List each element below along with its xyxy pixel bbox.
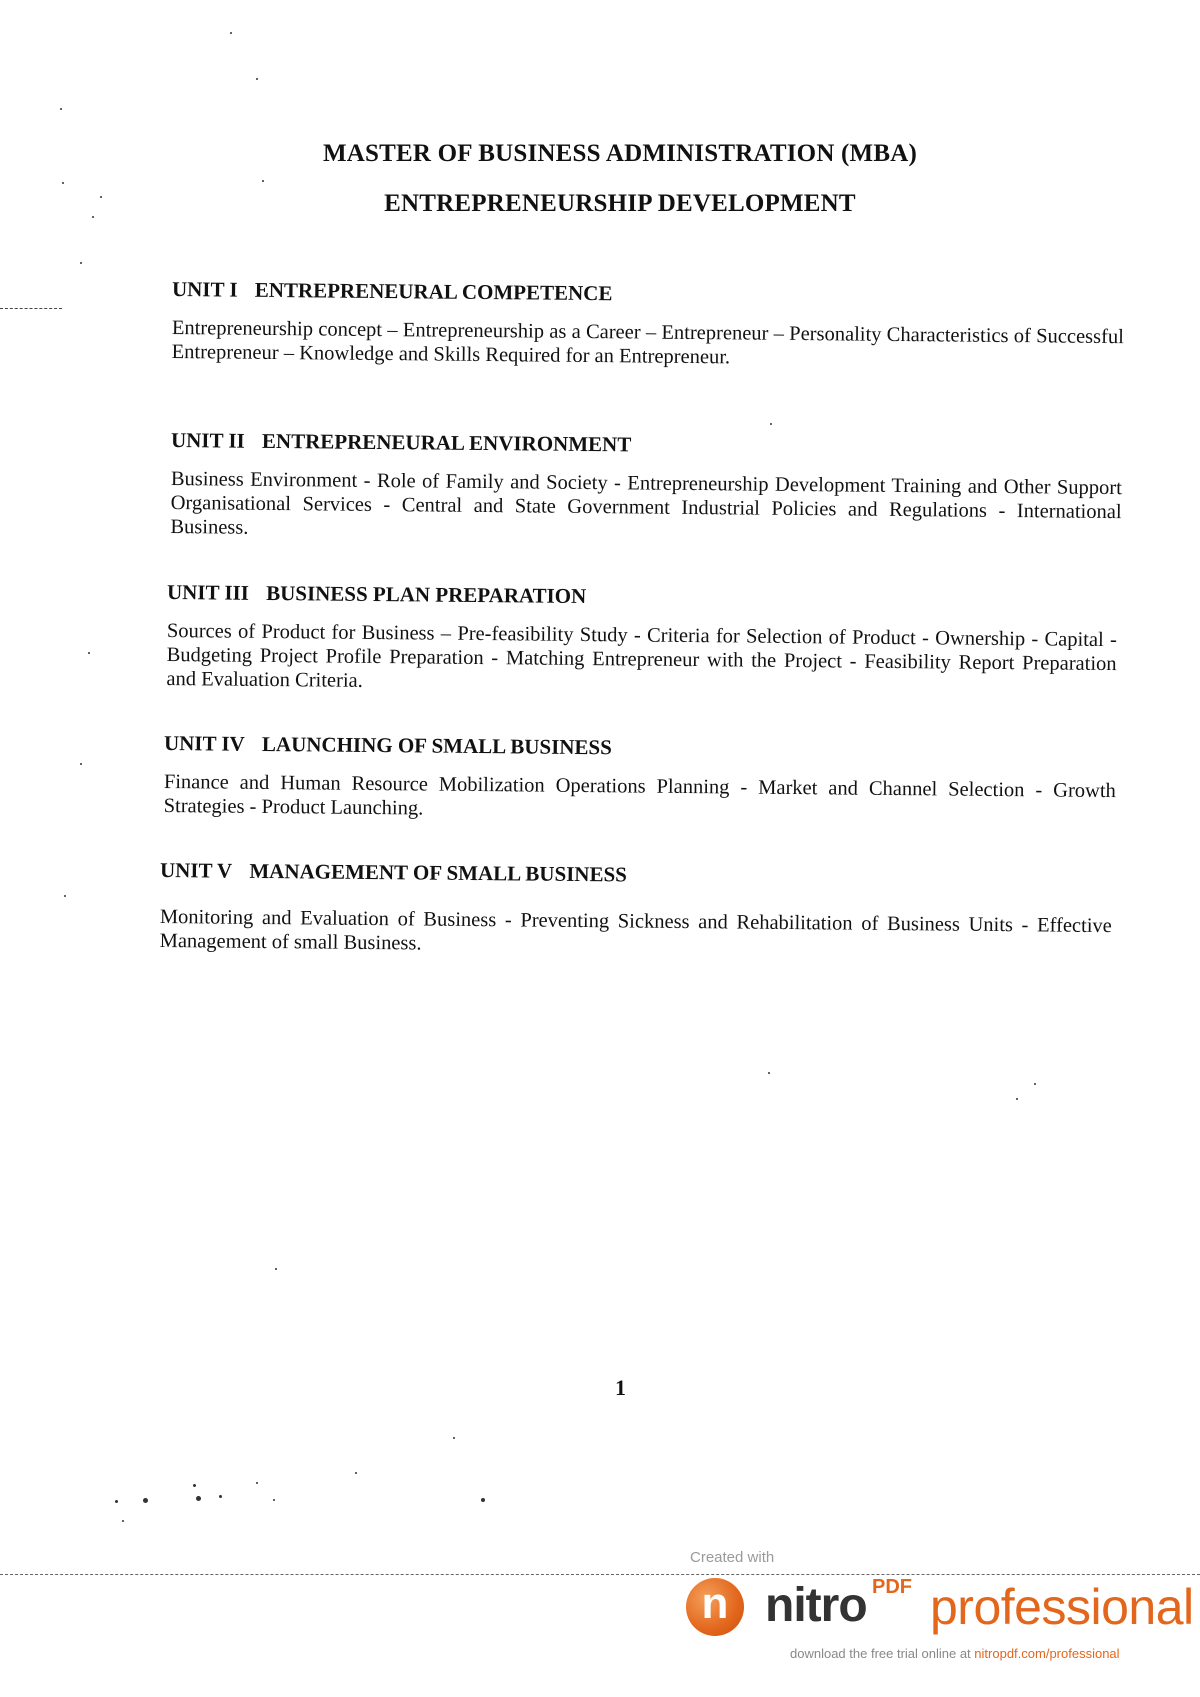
page-number: 1 bbox=[615, 1375, 626, 1400]
unit-section bbox=[171, 428, 1122, 539]
unit-body: Entrepreneurship concept – Entrepreneurship as a Career – Entrepreneur – Personality Characteristics of Successful Entrepreneur – Knowledge and Skills Required for an Entrepreneur. bbox=[171, 316, 1124, 369]
download-link[interactable]: nitropdf.com/professional bbox=[974, 1646, 1120, 1661]
unit-heading bbox=[164, 731, 1116, 765]
scan-speck bbox=[453, 1437, 455, 1439]
unit-heading bbox=[171, 428, 1122, 462]
unit-title: LAUNCHING OF SMALL BUSINESS bbox=[261, 731, 612, 760]
unit-heading bbox=[172, 277, 1124, 311]
scan-speck bbox=[115, 1500, 118, 1503]
scan-speck bbox=[770, 423, 772, 425]
scan-speck bbox=[219, 1495, 222, 1498]
unit-body: Sources of Product for Business – Pre-feasibility Study - Criteria for Selection of Product - Ownership - Capital - Budgeting Project Profile Preparation - Matching Entrepreneur with the Project - Feasibility Report Preparation and Evaluation Criteria. bbox=[166, 619, 1117, 692]
scan-speck bbox=[196, 1496, 201, 1501]
unit-section bbox=[160, 858, 1112, 953]
nitro-logo-icon bbox=[686, 1578, 744, 1636]
unit-title: MANAGEMENT OF SMALL BUSINESS bbox=[249, 858, 628, 887]
unit-section bbox=[171, 277, 1124, 369]
brand-suffix: professional bbox=[930, 1579, 1194, 1635]
unit-title: BUSINESS PLAN PREPARATION bbox=[266, 580, 587, 609]
unit-number: UNIT II bbox=[170, 428, 245, 453]
scan-speck bbox=[273, 1499, 275, 1501]
unit-number: UNIT III bbox=[166, 580, 250, 605]
unit-number: UNIT I bbox=[171, 277, 238, 302]
scan-speck bbox=[92, 216, 94, 218]
nitro-watermark-footer bbox=[0, 1540, 1200, 1697]
scan-speck bbox=[88, 652, 90, 654]
unit-number: UNIT V bbox=[159, 858, 233, 883]
scan-speck bbox=[768, 1072, 770, 1074]
scan-speck bbox=[230, 32, 232, 34]
brand-name: nitro bbox=[765, 1579, 867, 1632]
unit-heading bbox=[167, 580, 1117, 614]
scan-speck bbox=[122, 1520, 124, 1522]
scan-speck bbox=[193, 1484, 196, 1487]
scan-speck bbox=[64, 895, 66, 897]
unit-number: UNIT IV bbox=[163, 731, 245, 756]
scan-speck bbox=[1034, 1083, 1036, 1085]
scan-speck bbox=[60, 108, 62, 110]
unit-title: ENTREPRENEURAL ENVIRONMENT bbox=[261, 428, 632, 457]
unit-body: Monitoring and Evaluation of Business - Preventing Sickness and Rehabilitation of Business Units - Effective Management of small Business. bbox=[159, 905, 1112, 955]
scan-speck bbox=[262, 180, 264, 182]
scan-speck bbox=[62, 182, 64, 184]
brand-superscript: PDF bbox=[872, 1576, 912, 1598]
nitro-logo-letter: n bbox=[701, 1579, 729, 1628]
scan-speck bbox=[80, 262, 82, 264]
scan-artifact-line bbox=[0, 308, 62, 309]
created-with-label: Created with bbox=[690, 1549, 775, 1566]
unit-section bbox=[167, 580, 1117, 691]
scan-speck bbox=[256, 1482, 258, 1484]
scan-speck bbox=[481, 1498, 485, 1502]
scan-speck bbox=[143, 1498, 148, 1503]
unit-body: Business Environment - Role of Family and Society - Entrepreneurship Development Training and Other Support Organisational Services - Central and State Government Industrial Policies and Regulations - International Business. bbox=[170, 467, 1122, 539]
download-note bbox=[790, 1646, 1120, 1661]
unit-title: ENTREPRENEURAL COMPETENCE bbox=[254, 277, 613, 306]
unit-section bbox=[164, 731, 1116, 818]
download-text: download the free trial online at bbox=[790, 1646, 975, 1661]
scan-speck bbox=[1016, 1098, 1018, 1100]
unit-body: Finance and Human Resource Mobilization Operations Planning - Market and Channel Selection - Growth Strategies - Product Launching. bbox=[163, 770, 1116, 820]
scan-speck bbox=[256, 78, 258, 80]
scan-speck bbox=[355, 1472, 357, 1474]
scan-speck bbox=[100, 196, 102, 198]
document-title: MASTER OF BUSINESS ADMINISTRATION (MBA) bbox=[323, 140, 917, 167]
unit-heading bbox=[160, 858, 1112, 892]
document-subtitle: ENTREPRENEURSHIP DEVELOPMENT bbox=[384, 190, 856, 217]
scan-speck bbox=[80, 763, 82, 765]
scan-speck bbox=[275, 1268, 277, 1270]
